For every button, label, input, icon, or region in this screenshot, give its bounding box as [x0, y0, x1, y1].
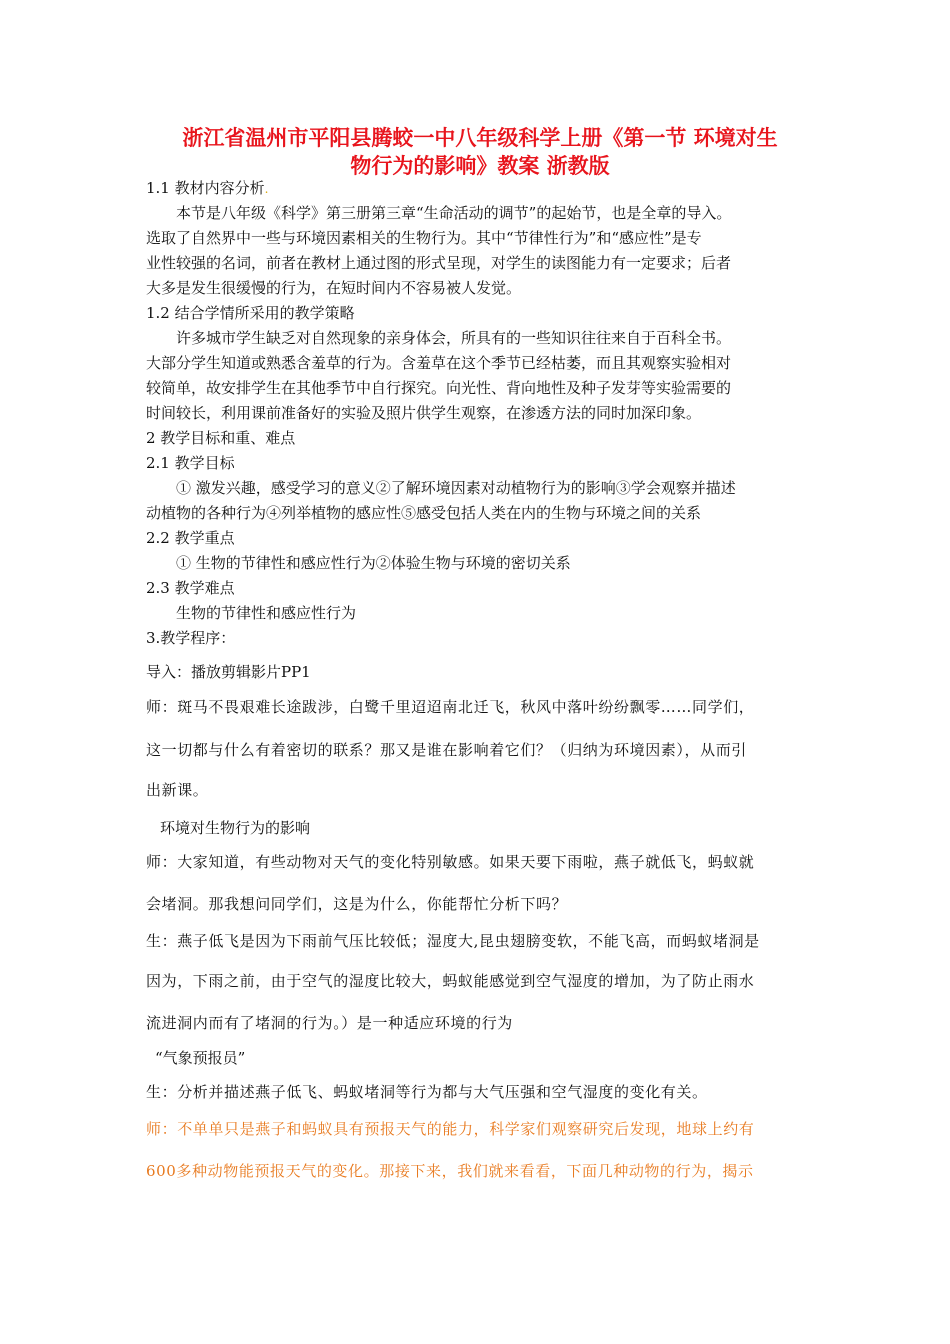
dialogue-line: 出新课。 [146, 781, 209, 799]
dialogue-line: 会堵洞。那我想问同学们，这是为什么，你能帮忙分析下吗？ [146, 895, 568, 913]
dialogue-line-highlight: 600多种动物能预报天气的变化。那接下来，我们就来看看，下面几种动物的行为，揭示 [146, 1162, 754, 1180]
section-heading: 2.1 教学目标 [146, 454, 235, 472]
paragraph-line: ① 激发兴趣，感受学习的意义②了解环境因素对动植物行为的影响③学会观察并描述 [176, 479, 736, 497]
paragraph-line: 大部分学生知道或熟悉含羞草的行为。含羞草在这个季节已经枯萎，而且其观察实验相对 [146, 354, 732, 372]
dialogue-line-highlight: 师：不单单只是燕子和蚂蚁具有预报天气的能力，科学家们观察研究后发现，地球上约有 [146, 1120, 755, 1138]
document-title [120, 124, 840, 180]
paragraph-line: 许多城市学生缺乏对自然现象的亲身体会，所具有的一些知识往往来自于百科全书。 [176, 329, 732, 347]
section-heading: 3.教学程序： [146, 629, 236, 647]
paragraph-line: 动植物的各种行为④列举植物的感应性⑤感受包括人类在内的生物与环境之间的关系 [146, 504, 702, 522]
dialogue-line: 师：大家知道，有些动物对天气的变化特别敏感。如果天要下雨啦，燕子就低飞，蚂蚁就 [146, 853, 755, 871]
paragraph-line: 业性较强的名词，前者在教材上通过图的形式呈现，对学生的读图能力有一定要求；后者 [146, 254, 732, 272]
paragraph-line: 本节是八年级《科学》第三册第三章“生命活动的调节”的起始节，也是全章的导入。 [176, 204, 732, 222]
paragraph-line: 较简单，故安排学生在其他季节中自行探究。向光性、背向地性及种子发芽等实验需要的 [146, 379, 732, 397]
subsection-heading: “气象预报员” [155, 1049, 246, 1067]
section-heading: 1.1 教材内容分析. [146, 179, 269, 197]
section-heading: 1.2 结合学情所采用的教学策略 [146, 304, 355, 322]
dialogue-line: 师：斑马不畏艰难长途跋涉，白鹭千里迢迢南北迁飞，秋风中落叶纷纷飘零……同学们， [146, 698, 755, 716]
paragraph-line: 选取了自然界中一些与环境因素相关的生物行为。其中“节律性行为”和“感应性”是专 [146, 229, 702, 247]
paragraph-line: 时间较长，利用课前准备好的实验及照片供学生观察，在渗透方法的同时加深印象。 [146, 404, 702, 422]
paragraph-line: 生物的节律性和感应性行为 [176, 604, 357, 622]
subsection-heading: 环境对生物行为的影响 [160, 819, 311, 837]
section-heading: 2 教学目标和重、难点 [146, 429, 296, 447]
dialogue-line: 因为，下雨之前，由于空气的湿度比较大，蚂蚁能感觉到空气湿度的增加，为了防止雨水 [146, 972, 755, 990]
dialogue-line: 生：分析并描述燕子低飞、蚂蚁堵洞等行为都与大气压强和空气湿度的变化有关。 [146, 1083, 708, 1101]
paragraph-line: 导入：播放剪辑影片PP1 [146, 663, 311, 681]
title-line-1: 浙江省温州市平阳县腾蛟一中八年级科学上册《第一节 环境对生 [182, 126, 778, 150]
section-heading: 2.3 教学难点 [146, 579, 235, 597]
title-line-2: 物行为的影响》教案 浙教版 [350, 154, 610, 178]
section-heading: 2.2 教学重点 [146, 529, 235, 547]
dialogue-line: 生：燕子低飞是因为下雨前气压比较低；湿度大,昆虫翅膀变软，不能飞高，而蚂蚁堵洞是 [146, 932, 760, 950]
dialogue-line: 这一切都与什么有着密切的联系？那又是谁在影响着它们？（归纳为环境因素），从而引 [146, 741, 747, 759]
paragraph-line: ① 生物的节律性和感应性行为②体验生物与环境的密切关系 [176, 554, 571, 572]
dialogue-line: 流进洞内而有了堵洞的行为。）是一种适应环境的行为 [146, 1014, 513, 1032]
paragraph-line: 大多是发生很缓慢的行为，在短时间内不容易被人发觉。 [146, 279, 522, 297]
